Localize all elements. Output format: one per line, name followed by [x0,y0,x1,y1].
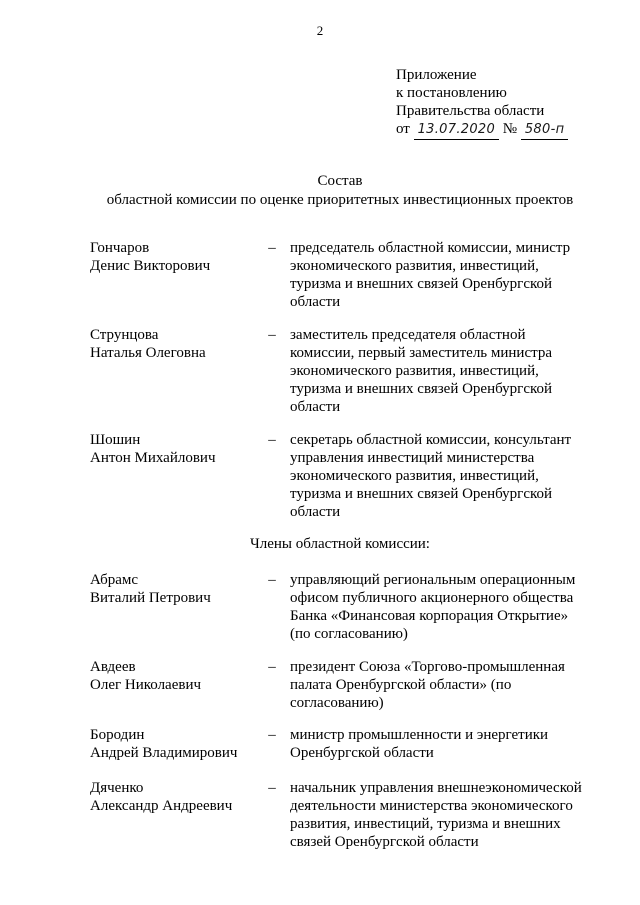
member-surname: Дяченко [90,780,144,796]
title-line-1: Состав [317,173,363,189]
title-line-2: областной комиссии по оценке приоритетных инвестиционных проектов [106,192,574,208]
dash-separator: – [268,240,276,256]
appendix-issuer: Правительства области [396,103,545,119]
member-name [90,779,265,815]
member-given-names: Наталья Олеговна [90,345,206,361]
member-role: председатель областной комиссии, министр экономического развития, инвестиций, туризма и внешних связей Оренбургской области [290,240,571,310]
member-surname: Абрамс [90,572,139,588]
member-surname: Авдеев [90,659,136,675]
number-label: № [502,121,518,137]
member-given-names: Денис Викторович [90,258,211,274]
member-surname: Шошин [90,432,141,448]
members-heading: Члены областной комиссии: [250,536,430,552]
member-role: министр промышленности и энергетики Оренбургской области [290,727,549,761]
member-surname: Гончаров [90,240,150,256]
member-role: управляющий региональным операционным офисом публичного акционерного общества Банка «Финансовая корпорация Открытие» (по согласованию) [290,572,576,642]
member-given-names: Андрей Владимирович [90,745,238,761]
member-given-names: Александр Андреевич [90,798,233,814]
member-role: заместитель председателя областной комиссии, первый заместитель министра экономического развития, инвестиций, туризма и внешних связей Оренбургской области [290,327,553,415]
document-title [0,172,640,210]
member-role: секретарь областной комиссии, консультант управления инвестиций министерства экономического развития, инвестиций, туризма и внешних связей Оренбургской области [290,432,572,520]
member-surname: Струнцова [90,327,159,343]
dash-separator: – [268,659,276,675]
member-given-names: Виталий Петрович [90,590,211,606]
appendix-date-number [396,120,626,138]
member-name [90,658,265,694]
dash-separator: – [268,432,276,448]
dash-separator: – [268,780,276,796]
member-name [90,571,265,607]
member-given-names: Олег Николаевич [90,677,202,693]
appendix-title: Приложение [396,67,477,83]
member-role: начальник управления внешнеэкономической деятельности министерства экономического развития, инвестиций, туризма и внешних связей Оренбургской области [290,780,582,850]
dash-separator: – [268,327,276,343]
member-name [90,726,265,762]
appendix-block [396,66,626,138]
dash-separator: – [268,572,276,588]
handwritten-number: 580-п [521,121,569,140]
dash-separator: – [268,727,276,743]
member-name [90,239,265,275]
from-label: от [396,121,410,137]
member-given-names: Антон Михайлович [90,450,216,466]
member-name [90,326,265,362]
member-name [90,431,265,467]
handwritten-date: 13.07.2020 [414,121,499,140]
member-surname: Бородин [90,727,145,743]
page-number: 2 [316,23,324,38]
appendix-subtitle: к постановлению [396,85,507,101]
member-role: президент Союза «Торгово-промышленная палата Оренбургской области» (по согласованию) [290,659,565,711]
